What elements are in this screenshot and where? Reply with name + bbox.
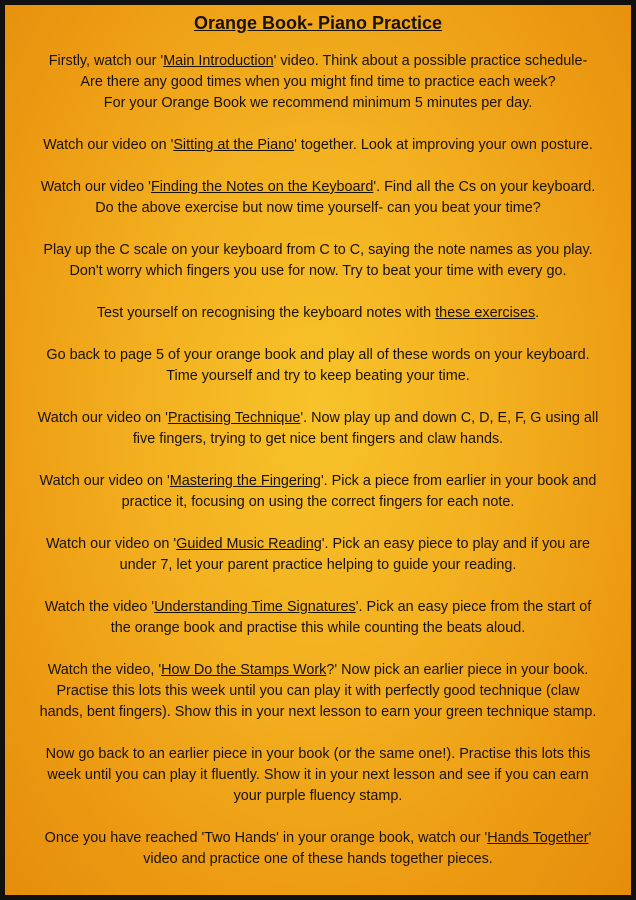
link-hands-together[interactable]: Hands Together [487, 830, 589, 846]
line: five fingers, trying to get nice bent fingers and claw hands. [132, 431, 504, 447]
text: '. Pick an easy piece to play and if you are [321, 536, 591, 552]
text: ' video. Think about a possible practice schedule- [273, 53, 588, 69]
link-mastering-the-fingering[interactable]: Mastering the Fingering [169, 473, 321, 489]
line: the orange book and practise this while counting the beats aloud. [110, 620, 526, 636]
instructions [5, 35, 631, 870]
para-sitting-at-piano [11, 135, 625, 156]
spacer [11, 576, 625, 597]
line [11, 828, 625, 849]
para-practising-technique [11, 408, 625, 450]
para-finding-notes [11, 177, 625, 219]
line: video and practice one of these hands together pieces. [143, 851, 493, 867]
link-main-introduction[interactable]: Main Introduction [163, 53, 274, 69]
link-finding-the-notes[interactable]: Finding the Notes on the Keyboard [150, 179, 374, 195]
line: Now go back to an earlier piece in your book (or the same one!). Practise this lots this [45, 746, 591, 762]
para-time-signatures [11, 597, 625, 639]
line: Go back to page 5 of your orange book and play all of these words on your keyboard. [46, 347, 590, 363]
text: Watch our video ' [40, 179, 151, 195]
text: Test yourself on recognising the keyboard notes with [96, 305, 436, 321]
line: Time yourself and try to keep beating your time. [166, 368, 470, 384]
text: '. Now play up and down C, D, E, F, G using all [300, 410, 599, 426]
para-main-introduction [11, 51, 625, 114]
line [11, 597, 625, 618]
text: '. Find all the Cs on your keyboard. [373, 179, 596, 195]
para-hands-together [11, 828, 625, 870]
text: . [535, 305, 540, 321]
spacer [11, 282, 625, 303]
link-practising-technique[interactable]: Practising Technique [167, 410, 301, 426]
para-guided-reading [11, 534, 625, 576]
link-guided-music-reading[interactable]: Guided Music Reading [176, 536, 322, 552]
para-page-five [11, 345, 625, 387]
text: '. Pick a piece from earlier in your book and [320, 473, 597, 489]
text: ' together. Look at improving your own posture. [294, 137, 593, 153]
line: under 7, let your parent practice helping to guide your reading. [119, 557, 517, 573]
line: Practise this lots this week until you can play it with perfectly good technique (claw [56, 683, 580, 699]
text: Watch our video on ' [45, 536, 177, 552]
line: week until you can play it fluently. Show it in your next lesson and see if you can earn [47, 767, 589, 783]
text: Watch our video on ' [39, 473, 170, 489]
link-these-exercises[interactable]: these exercises [435, 305, 536, 321]
spacer [11, 156, 625, 177]
line: For your Orange Book we recommend minimum 5 minutes per day. [103, 95, 533, 111]
text: Watch the video ' [44, 599, 155, 615]
spacer [11, 387, 625, 408]
text: Watch our video on ' [37, 410, 168, 426]
line: practice it, focusing on using the correct fingers for each note. [121, 494, 515, 510]
spacer [11, 450, 625, 471]
link-sitting-at-the-piano[interactable]: Sitting at the Piano [173, 137, 295, 153]
para-c-scale [11, 240, 625, 282]
link-how-do-the-stamps-work[interactable]: How Do the Stamps Work [161, 662, 327, 678]
line: Don't worry which fingers you use for now. Try to beat your time with every go. [69, 263, 567, 279]
link-understanding-time-signatures[interactable]: Understanding Time Signatures [154, 599, 356, 615]
line: Play up the C scale on your keyboard from C to C, saying the note names as you play. [43, 242, 593, 258]
text: Firstly, watch our ' [48, 53, 164, 69]
line [11, 303, 625, 324]
line: Do the above exercise but now time yourself- can you beat your time? [95, 200, 541, 216]
spacer [11, 324, 625, 345]
para-mastering-fingering [11, 471, 625, 513]
spacer [11, 807, 625, 828]
line [11, 408, 625, 429]
line [11, 135, 625, 156]
spacer [11, 219, 625, 240]
text: '. Pick an easy piece from the start of [355, 599, 592, 615]
line [11, 177, 625, 198]
para-fluency-stamp [11, 744, 625, 807]
line [11, 534, 625, 555]
line: your purple fluency stamp. [233, 788, 403, 804]
spacer [11, 35, 625, 51]
page-title: Orange Book- Piano Practice [193, 13, 443, 33]
spacer [11, 513, 625, 534]
spacer [11, 723, 625, 744]
line: Are there any good times when you might find time to practice each week? [80, 74, 556, 90]
spacer [11, 114, 625, 135]
para-test-yourself [11, 303, 625, 324]
line [11, 660, 625, 681]
para-stamps [11, 660, 625, 723]
text: Once you have reached 'Two Hands' in your orange book, watch our ' [44, 830, 488, 846]
text: Watch the video, ' [47, 662, 162, 678]
spacer [11, 639, 625, 660]
text: ' [588, 830, 592, 846]
line [11, 51, 625, 72]
text: ?' Now pick an earlier piece in your book. [326, 662, 589, 678]
line: hands, bent fingers). Show this in your next lesson to earn your green technique stamp. [39, 704, 597, 720]
line [11, 471, 625, 492]
text: Watch our video on ' [43, 137, 174, 153]
